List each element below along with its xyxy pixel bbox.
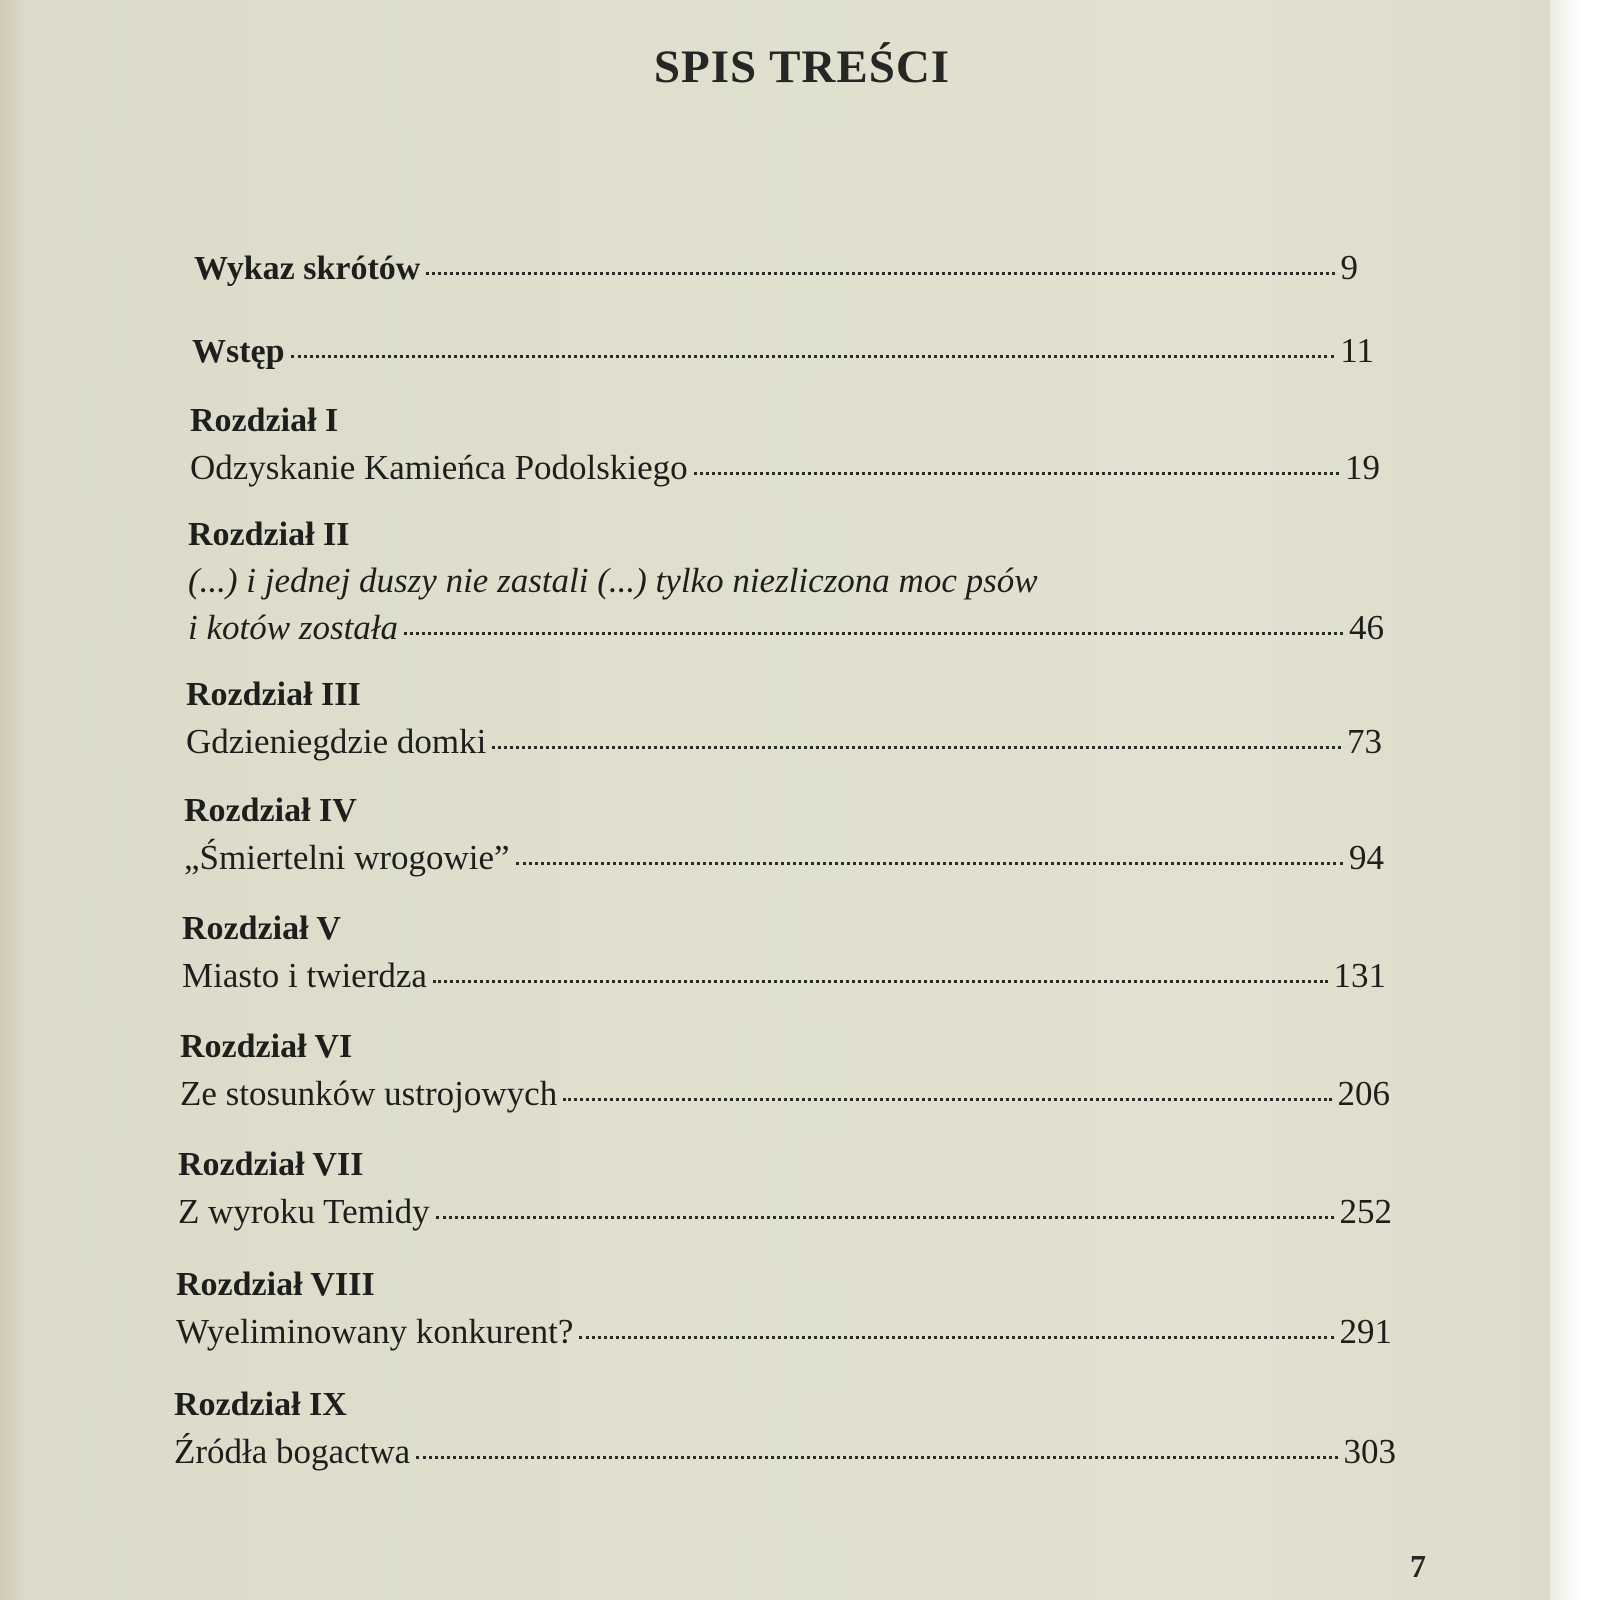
dot-leader bbox=[291, 327, 1335, 362]
chapter-label: Rozdział IX bbox=[174, 1386, 347, 1423]
toc-page-number: 46 bbox=[1349, 608, 1384, 647]
toc-entry-title: „Śmiertelni wrogowie” bbox=[184, 838, 510, 877]
toc-page-number: 19 bbox=[1345, 448, 1380, 487]
toc-page-number: 206 bbox=[1337, 1074, 1390, 1113]
page-right-edge bbox=[1550, 0, 1600, 1600]
toc-entry-chapter-5 bbox=[182, 906, 1386, 999]
toc-entry-chapter-8 bbox=[176, 1262, 1392, 1355]
dot-leader bbox=[694, 444, 1339, 479]
chapter-label: Rozdział II bbox=[188, 516, 350, 553]
toc-entry-line bbox=[194, 244, 1358, 292]
toc-entry-title: Miasto i twierdza bbox=[182, 956, 427, 995]
toc-entry-line bbox=[178, 1188, 1392, 1235]
toc-entry-title-line1: (...) i jednej duszy nie zastali (...) tylko niezliczona moc psów bbox=[188, 561, 1038, 600]
dot-leader bbox=[563, 1070, 1331, 1105]
toc-entry-chapter-9 bbox=[174, 1382, 1396, 1475]
chapter-label: Rozdział III bbox=[186, 676, 361, 713]
toc-entry-line bbox=[186, 718, 1382, 765]
chapter-label: Rozdział IV bbox=[184, 792, 357, 829]
toc-page-number: 291 bbox=[1339, 1312, 1392, 1351]
dot-leader bbox=[492, 718, 1341, 753]
toc-entry-chapter-7 bbox=[178, 1142, 1392, 1235]
toc-entry-abbreviations bbox=[194, 244, 1358, 292]
toc-page-number: 94 bbox=[1349, 838, 1384, 877]
toc-entry-line bbox=[176, 1308, 1392, 1355]
toc-entry-line bbox=[184, 834, 1384, 881]
toc-entry-title: Wstęp bbox=[192, 333, 285, 370]
toc-page-number: 252 bbox=[1339, 1192, 1392, 1231]
toc-entry-line bbox=[188, 604, 1384, 651]
toc-entry-chapter-3 bbox=[186, 672, 1382, 765]
dot-leader bbox=[404, 604, 1343, 639]
table-of-contents bbox=[22, 0, 1550, 1600]
toc-entry-chapter-4 bbox=[184, 788, 1384, 881]
page-title: SPIS TREŚCI bbox=[653, 41, 951, 93]
toc-entry-introduction bbox=[192, 327, 1374, 375]
toc-page-number: 131 bbox=[1333, 956, 1386, 995]
toc-entry-title: Gdzieniegdzie domki bbox=[186, 722, 487, 761]
toc-entry-chapter-2 bbox=[188, 512, 1384, 651]
toc-entry-chapter-6 bbox=[180, 1024, 1390, 1117]
toc-entry-title: Wyeliminowany konkurent? bbox=[176, 1312, 574, 1351]
toc-entry-title: Z wyroku Temidy bbox=[178, 1192, 430, 1231]
toc-entry-line bbox=[180, 1070, 1390, 1117]
toc-entry-title: Odzyskanie Kamieńca Podolskiego bbox=[190, 448, 688, 487]
chapter-label: Rozdział I bbox=[190, 402, 339, 439]
dot-leader bbox=[426, 244, 1334, 279]
dot-leader bbox=[433, 952, 1328, 987]
dot-leader bbox=[579, 1308, 1333, 1343]
toc-entry-title: Wykaz skrótów bbox=[194, 250, 421, 287]
toc-entry-line bbox=[182, 952, 1386, 999]
toc-entry-title: i kotów została bbox=[188, 608, 399, 647]
toc-entry-chapter-1 bbox=[190, 398, 1380, 491]
page-number-folio: 7 bbox=[1410, 1548, 1426, 1584]
toc-entry-title: Ze stosunków ustrojowych bbox=[180, 1074, 558, 1113]
toc-page-number: 11 bbox=[1340, 331, 1374, 370]
dot-leader bbox=[436, 1188, 1334, 1223]
toc-entry-line bbox=[174, 1428, 1396, 1475]
toc-entry-line bbox=[190, 444, 1380, 491]
toc-page-number: 303 bbox=[1343, 1432, 1396, 1471]
chapter-label: Rozdział V bbox=[182, 910, 341, 947]
toc-page-number: 9 bbox=[1340, 248, 1358, 287]
toc-entry-line bbox=[192, 327, 1374, 375]
chapter-label: Rozdział VIII bbox=[176, 1266, 375, 1303]
book-page bbox=[22, 0, 1550, 1600]
toc-page-number: 73 bbox=[1347, 722, 1382, 761]
chapter-label: Rozdział VI bbox=[180, 1028, 353, 1065]
toc-entry-title: Źródła bogactwa bbox=[174, 1432, 411, 1471]
chapter-label: Rozdział VII bbox=[178, 1146, 364, 1183]
dot-leader bbox=[416, 1428, 1337, 1463]
dot-leader bbox=[516, 834, 1343, 869]
